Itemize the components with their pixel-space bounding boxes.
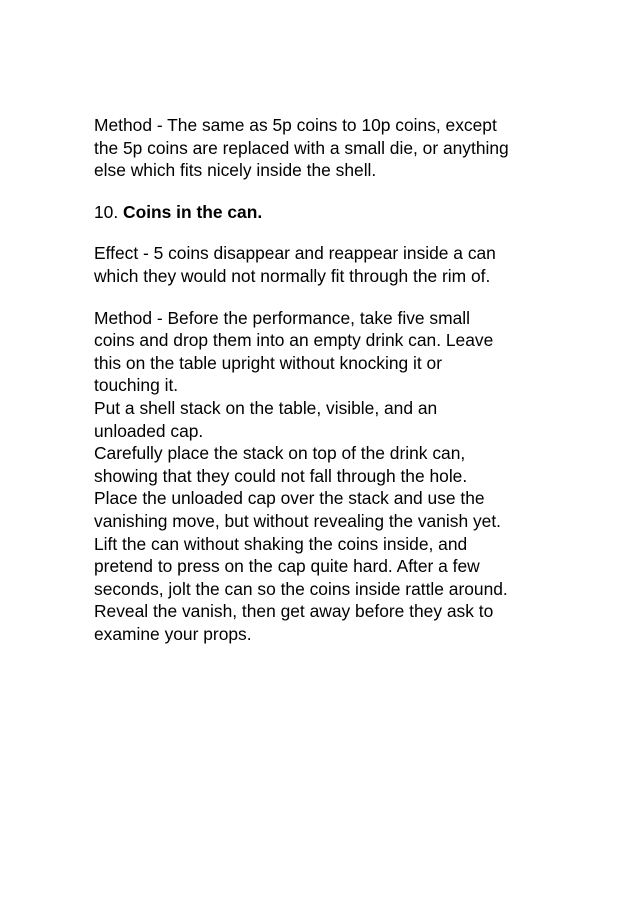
method-paragraph-1 (94, 114, 594, 182)
method-paragraph-2 (94, 307, 594, 646)
text-line: Reveal the vanish, then get away before they ask to (94, 601, 494, 622)
section-heading (94, 201, 594, 224)
text-line: unloaded cap. (94, 420, 204, 441)
paragraph-gap (94, 223, 594, 242)
paragraph-gap (94, 182, 594, 201)
text-line: pretend to press on the cap quite hard. After a few (94, 556, 480, 577)
paragraph-gap (94, 288, 594, 307)
text-line: Method - Before the performance, take five small (94, 307, 471, 328)
text-line: Put a shell stack on the table, visible, and an (94, 397, 438, 418)
text-line: Place the unloaded cap over the stack and use the (94, 488, 485, 509)
text-line: this on the table upright without knocking it or (94, 352, 443, 373)
effect-paragraph (94, 242, 594, 287)
text-line: Method - The same as 5p coins to 10p coins, except (94, 115, 497, 135)
text-line: Effect - 5 coins disappear and reappear inside a can (94, 243, 496, 264)
text-line: the 5p coins are replaced with a small die, or anything (94, 137, 509, 158)
heading-title: Coins in the can. (123, 201, 263, 222)
text-line: Lift the can without shaking the coins inside, and (94, 533, 468, 554)
heading-number: 10. (94, 201, 124, 222)
text-line: else which fits nicely inside the shell. (94, 160, 377, 181)
text-line: coins and drop them into an empty drink can. Leave (94, 330, 494, 351)
text-line: showing that they could not fall through the hole. (94, 465, 468, 486)
text-line: which they would not normally fit through the rim of. (94, 265, 491, 286)
document-page (94, 114, 594, 645)
text-line: touching it. (94, 375, 179, 396)
text-line: seconds, jolt the can so the coins inside rattle around. (94, 578, 508, 599)
text-line: vanishing move, but without revealing the vanish yet. (94, 510, 501, 531)
text-line: examine your props. (94, 623, 252, 644)
text-line: Carefully place the stack on top of the drink can, (94, 443, 466, 464)
